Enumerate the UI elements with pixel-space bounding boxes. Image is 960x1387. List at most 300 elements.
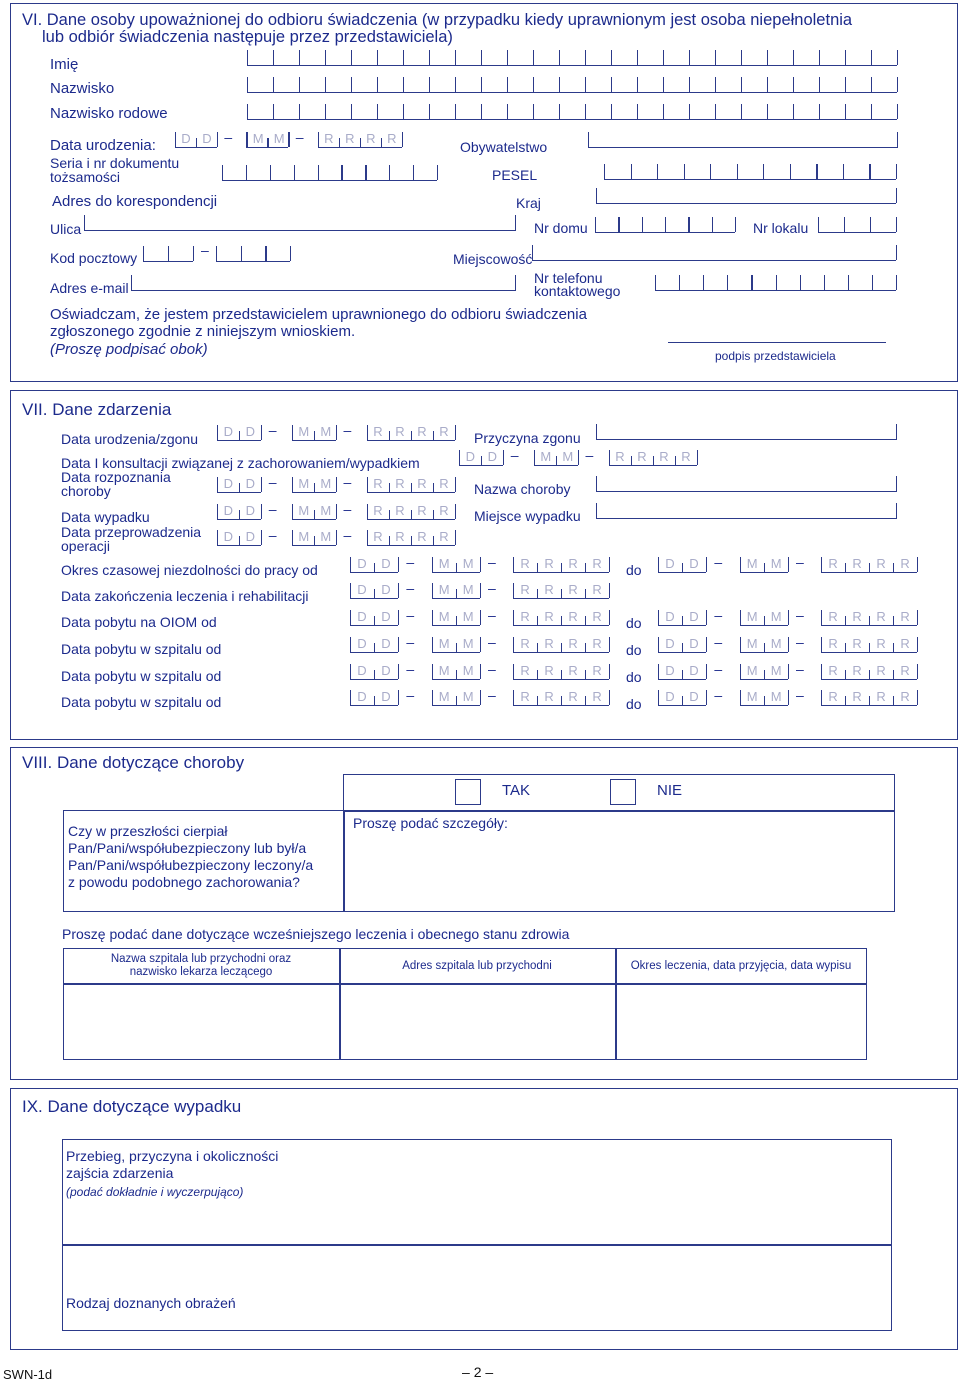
date-placeholder-char: D bbox=[689, 689, 699, 704]
comb-tick bbox=[793, 104, 794, 119]
date-placeholder-char: M bbox=[746, 609, 758, 624]
date-placeholder-char: R bbox=[544, 636, 554, 651]
comb-tick bbox=[824, 275, 825, 290]
page-number-value: 2 bbox=[473, 1364, 482, 1380]
comb-tick bbox=[871, 77, 872, 92]
comb-tick bbox=[848, 275, 849, 290]
comb-tick bbox=[845, 104, 846, 119]
date-placeholder-char: M bbox=[462, 556, 474, 571]
date-comb bbox=[350, 690, 398, 706]
date-placeholder-char: R bbox=[592, 582, 602, 597]
comb-tick bbox=[767, 77, 768, 92]
date-comb bbox=[459, 450, 503, 466]
comb-tick bbox=[715, 50, 716, 65]
date-comb bbox=[821, 664, 917, 680]
hospital-2-to-label: do bbox=[626, 669, 642, 685]
comb-tick bbox=[897, 104, 898, 119]
date-placeholder-char: M bbox=[438, 609, 450, 624]
comb-tick bbox=[631, 164, 632, 179]
date-placeholder-char: M bbox=[298, 503, 310, 518]
comb-tick bbox=[741, 77, 742, 92]
date-comb bbox=[367, 425, 455, 441]
date-placeholder-char: D bbox=[357, 689, 367, 704]
date-comb bbox=[821, 557, 917, 573]
date-placeholder-char: R bbox=[568, 556, 578, 571]
comb-tick bbox=[247, 50, 248, 65]
comb-tick bbox=[790, 164, 791, 179]
date-comb bbox=[432, 610, 480, 626]
date-placeholder-char: R bbox=[852, 609, 862, 624]
diagnosis-label-cont: choroby bbox=[61, 483, 111, 499]
date-placeholder-char: D bbox=[665, 689, 675, 704]
date-placeholder-char: D bbox=[202, 131, 212, 146]
comb-tick bbox=[299, 50, 300, 65]
comb-tick bbox=[481, 50, 482, 65]
comb-tick bbox=[735, 217, 736, 232]
incapacity-to-label: do bbox=[626, 562, 642, 578]
col-hospital-name-line1: Nazwa szpitala lub przychodni oraz bbox=[110, 953, 292, 965]
flat-no-label: Nr lokalu bbox=[753, 220, 809, 236]
id-doc-label: Seria i nr dokumentu bbox=[50, 155, 180, 171]
date-comb bbox=[513, 664, 609, 680]
date-placeholder-char: M bbox=[298, 424, 310, 439]
comb-tick bbox=[689, 77, 690, 92]
date-placeholder-char: D bbox=[357, 556, 367, 571]
date-placeholder-char: R bbox=[439, 503, 449, 518]
comb-tick bbox=[896, 275, 897, 290]
date-placeholder-char: D bbox=[357, 582, 367, 597]
injuries-box[interactable] bbox=[62, 1244, 892, 1331]
comb-tick bbox=[710, 164, 711, 179]
phone-label: Nr telefonu bbox=[534, 270, 603, 286]
comb-tick bbox=[844, 217, 845, 232]
date-comb bbox=[658, 637, 706, 653]
postal-code-part1[interactable] bbox=[143, 246, 193, 262]
comb-tick bbox=[341, 165, 342, 180]
comb-tick bbox=[351, 50, 352, 65]
date-placeholder-char: R bbox=[900, 636, 910, 651]
comb-tick bbox=[585, 104, 586, 119]
disease-name-field[interactable] bbox=[596, 491, 897, 492]
date-comb bbox=[350, 610, 398, 626]
comb-tick bbox=[403, 77, 404, 92]
question-line-4: z powodu podobnego zachorowania? bbox=[68, 874, 300, 890]
comb-tick bbox=[684, 164, 685, 179]
date-placeholder-char: R bbox=[395, 424, 405, 439]
date-comb bbox=[175, 132, 217, 148]
comb-tick bbox=[604, 164, 605, 179]
date-placeholder-char: R bbox=[373, 424, 383, 439]
date-separator: – bbox=[343, 474, 352, 490]
hospital-1-to-label: do bbox=[626, 642, 642, 658]
comb-tick bbox=[611, 50, 612, 65]
icu-label: Data pobytu na OIOM od bbox=[61, 614, 217, 630]
date-placeholder-char: M bbox=[438, 689, 450, 704]
date-placeholder-char: R bbox=[544, 663, 554, 678]
page-dash-right: – bbox=[485, 1364, 494, 1380]
no-checkbox[interactable] bbox=[610, 779, 636, 805]
date-placeholder-char: D bbox=[381, 556, 391, 571]
death-cause-field[interactable] bbox=[596, 439, 897, 440]
date-separator: – bbox=[796, 607, 804, 623]
table-cell-1[interactable] bbox=[65, 986, 337, 1058]
date-placeholder-char: M bbox=[770, 609, 782, 624]
date-placeholder-char: R bbox=[659, 449, 669, 464]
date-placeholder-char: R bbox=[520, 663, 530, 678]
date-placeholder-char: M bbox=[562, 449, 574, 464]
comb-tick bbox=[351, 77, 352, 92]
comb-tick bbox=[870, 217, 871, 232]
date-placeholder-char: M bbox=[746, 636, 758, 651]
house-no-label: Nr domu bbox=[534, 220, 588, 236]
date-placeholder-char: R bbox=[592, 663, 602, 678]
comb-tick bbox=[507, 50, 508, 65]
date-separator: – bbox=[268, 474, 277, 490]
date-placeholder-char: R bbox=[828, 636, 838, 651]
form-code: SWN-1d bbox=[3, 1367, 53, 1382]
date-placeholder-char: R bbox=[324, 131, 334, 146]
phone-field[interactable] bbox=[655, 275, 896, 291]
comb-tick bbox=[793, 77, 794, 92]
comb-tick bbox=[611, 77, 612, 92]
date-separator: – bbox=[714, 554, 723, 570]
date-placeholder-char: R bbox=[568, 582, 578, 597]
date-placeholder-char: R bbox=[615, 449, 625, 464]
date-placeholder-char: D bbox=[245, 529, 255, 544]
comb-tick bbox=[611, 104, 612, 119]
accident-place-field[interactable] bbox=[596, 518, 897, 519]
yes-label: TAK bbox=[502, 782, 531, 799]
date-comb bbox=[658, 557, 706, 573]
comb-tick bbox=[816, 164, 817, 179]
comb-tick bbox=[595, 217, 596, 232]
date-placeholder-char: D bbox=[357, 636, 367, 651]
date-placeholder-char: R bbox=[568, 609, 578, 624]
date-placeholder-char: M bbox=[462, 689, 474, 704]
date-placeholder-char: R bbox=[876, 556, 886, 571]
date-comb bbox=[821, 610, 917, 626]
date-placeholder-char: M bbox=[252, 131, 264, 146]
comb-tick bbox=[143, 246, 144, 261]
comb-tick bbox=[585, 50, 586, 65]
comb-tick bbox=[413, 165, 414, 180]
date-placeholder-char: R bbox=[876, 636, 886, 651]
last-name-field[interactable] bbox=[247, 77, 897, 93]
comb-tick bbox=[377, 50, 378, 65]
date-placeholder-char: R bbox=[852, 636, 862, 651]
col-treatment-period: Okres leczenia, data przyjęcia, data wypisu bbox=[630, 960, 852, 972]
yes-checkbox[interactable] bbox=[455, 779, 481, 805]
date-placeholder-char: M bbox=[273, 131, 285, 146]
date-placeholder-char: D bbox=[245, 476, 255, 491]
comb-tick bbox=[800, 275, 801, 290]
date-placeholder-char: D bbox=[381, 582, 391, 597]
country-field[interactable] bbox=[596, 203, 896, 204]
comb-tick bbox=[265, 246, 266, 261]
date-comb bbox=[217, 504, 261, 520]
email-field[interactable] bbox=[131, 290, 516, 291]
date-comb bbox=[292, 504, 336, 520]
date-separator: – bbox=[585, 447, 594, 463]
date-comb bbox=[432, 637, 480, 653]
comb-tick bbox=[663, 104, 664, 119]
accident-place-label: Miejsce wypadku bbox=[474, 508, 581, 524]
comb-tick bbox=[559, 104, 560, 119]
comb-tick bbox=[222, 165, 223, 180]
question-line-1: Czy w przeszłości cierpiał bbox=[68, 823, 228, 839]
birth-name-field[interactable] bbox=[247, 104, 897, 120]
date-comb bbox=[658, 690, 706, 706]
comb-tick bbox=[247, 104, 248, 119]
comb-tick bbox=[273, 50, 274, 65]
comb-tick bbox=[365, 165, 366, 180]
comb-tick bbox=[715, 77, 716, 92]
comb-tick bbox=[325, 104, 326, 119]
comb-tick bbox=[429, 104, 430, 119]
date-placeholder-char: R bbox=[520, 636, 530, 651]
details-label: Proszę podać szczegóły: bbox=[353, 815, 508, 831]
date-placeholder-char: R bbox=[439, 529, 449, 544]
date-separator: – bbox=[714, 687, 723, 703]
date-placeholder-char: R bbox=[852, 689, 862, 704]
date-placeholder-char: D bbox=[357, 663, 367, 678]
date-placeholder-char: R bbox=[592, 636, 602, 651]
comb-tick bbox=[325, 77, 326, 92]
date-placeholder-char: R bbox=[395, 529, 405, 544]
comb-tick bbox=[273, 77, 274, 92]
date-comb bbox=[513, 557, 609, 573]
date-comb bbox=[740, 664, 788, 680]
page-dash-left: – bbox=[462, 1364, 470, 1380]
comb-tick bbox=[533, 104, 534, 119]
comb-tick bbox=[657, 164, 658, 179]
question-line-2: Pan/Pani/współubezpieczony lub był/a bbox=[68, 840, 307, 856]
date-placeholder-char: R bbox=[373, 529, 383, 544]
date-placeholder-char: R bbox=[852, 663, 862, 678]
date-comb bbox=[350, 664, 398, 680]
date-separator: – bbox=[488, 634, 496, 650]
comb-tick bbox=[533, 77, 534, 92]
date-placeholder-char: R bbox=[520, 609, 530, 624]
date-comb bbox=[292, 477, 336, 493]
date-comb bbox=[740, 690, 788, 706]
comb-tick bbox=[294, 165, 295, 180]
hospital-2-label: Data pobytu w szpitalu od bbox=[61, 668, 222, 684]
comb-tick bbox=[299, 104, 300, 119]
section-6-title-cont: lub odbiór świadczenia następuje przez przedstawiciela) bbox=[42, 28, 453, 46]
comb-tick bbox=[872, 275, 873, 290]
date-comb bbox=[217, 530, 261, 546]
date-placeholder-char: R bbox=[828, 609, 838, 624]
comb-tick bbox=[559, 77, 560, 92]
icu-to-label: do bbox=[626, 615, 642, 631]
no-label: NIE bbox=[657, 782, 683, 799]
comb-tick bbox=[377, 104, 378, 119]
date-placeholder-char: R bbox=[417, 529, 427, 544]
comb-tick bbox=[818, 217, 819, 232]
section-7-title: VII. Dane zdarzenia bbox=[22, 400, 172, 419]
comb-tick bbox=[247, 77, 248, 92]
disease-name-label: Nazwa choroby bbox=[474, 481, 571, 497]
date-placeholder-char: R bbox=[395, 503, 405, 518]
date-placeholder-char: D bbox=[665, 609, 675, 624]
date-comb bbox=[432, 690, 480, 706]
comb-tick bbox=[618, 217, 619, 232]
date-placeholder-char: R bbox=[876, 663, 886, 678]
country-label: Kraj bbox=[516, 195, 541, 211]
date-comb bbox=[246, 132, 288, 148]
pesel-field[interactable] bbox=[604, 164, 896, 180]
date-separator: – bbox=[295, 129, 304, 145]
date-comb bbox=[292, 425, 336, 441]
date-placeholder-char: M bbox=[462, 609, 474, 624]
accident-course-label: Przebieg, przyczyna i okoliczności bbox=[66, 1148, 279, 1164]
date-placeholder-char: M bbox=[320, 503, 332, 518]
date-separator: – bbox=[488, 661, 496, 677]
birth-name-label: Nazwisko rodowe bbox=[50, 105, 168, 122]
date-placeholder-char: R bbox=[637, 449, 647, 464]
comb-tick bbox=[637, 50, 638, 65]
date-separator: – bbox=[343, 501, 352, 517]
street-label: Ulica bbox=[50, 221, 82, 237]
comb-tick bbox=[403, 104, 404, 119]
date-placeholder-char: D bbox=[487, 449, 497, 464]
col-hospital-address: Adres szpitala lub przychodni bbox=[402, 960, 552, 972]
comb-tick bbox=[896, 217, 897, 232]
date-comb bbox=[534, 450, 578, 466]
hospital-3-to-label: do bbox=[626, 696, 642, 712]
comb-tick bbox=[897, 50, 898, 65]
date-placeholder-char: R bbox=[592, 689, 602, 704]
date-comb bbox=[658, 610, 706, 626]
date-placeholder-char: R bbox=[876, 689, 886, 704]
date-separator: – bbox=[796, 661, 804, 677]
page-number bbox=[462, 1364, 493, 1380]
statement-text: Oświadczam, że jestem przedstawicielem uprawnionego do odbioru świadczenia bbox=[50, 306, 587, 323]
comb-tick bbox=[273, 104, 274, 119]
first-name-field[interactable] bbox=[247, 50, 897, 66]
date-placeholder-char: D bbox=[223, 529, 233, 544]
house-no-field[interactable] bbox=[595, 217, 735, 233]
date-placeholder-char: R bbox=[900, 689, 910, 704]
date-placeholder-char: R bbox=[852, 556, 862, 571]
date-placeholder-char: R bbox=[439, 476, 449, 491]
comb-tick bbox=[318, 165, 319, 180]
comb-tick bbox=[455, 77, 456, 92]
date-placeholder-char: D bbox=[381, 663, 391, 678]
date-placeholder-char: M bbox=[746, 689, 758, 704]
comb-tick bbox=[793, 50, 794, 65]
date-placeholder-char: R bbox=[828, 556, 838, 571]
comb-tick bbox=[663, 77, 664, 92]
date-comb bbox=[740, 637, 788, 653]
date-placeholder-char: R bbox=[520, 582, 530, 597]
comb-tick bbox=[655, 275, 656, 290]
comb-tick bbox=[429, 77, 430, 92]
section-6-title: VI. Dane osoby upoważnionej do odbioru świadczenia (w przypadku kiedy uprawnionym jest osoba niepełnoletnia bbox=[22, 11, 853, 29]
date-separator: – bbox=[343, 422, 352, 438]
date-comb bbox=[658, 664, 706, 680]
table-cell-2[interactable] bbox=[341, 986, 613, 1058]
date-placeholder-char: D bbox=[689, 556, 699, 571]
table-cell-3[interactable] bbox=[617, 986, 865, 1058]
date-placeholder-char: M bbox=[770, 663, 782, 678]
comb-tick bbox=[507, 77, 508, 92]
date-comb bbox=[609, 450, 697, 466]
postal-code-part2[interactable] bbox=[216, 246, 290, 262]
date-placeholder-char: R bbox=[439, 424, 449, 439]
date-placeholder-char: M bbox=[462, 663, 474, 678]
date-comb bbox=[367, 477, 455, 493]
birth-date-label: Data urodzenia: bbox=[50, 137, 156, 154]
signature-line[interactable] bbox=[668, 342, 886, 343]
date-placeholder-char: D bbox=[689, 609, 699, 624]
comb-tick bbox=[455, 50, 456, 65]
comb-tick bbox=[663, 50, 664, 65]
comb-tick bbox=[299, 77, 300, 92]
accident-date-label: Data wypadku bbox=[61, 509, 150, 525]
date-placeholder-char: D bbox=[223, 503, 233, 518]
comb-tick bbox=[741, 104, 742, 119]
date-placeholder-char: R bbox=[520, 689, 530, 704]
date-placeholder-char: R bbox=[417, 476, 427, 491]
street-field[interactable] bbox=[84, 230, 516, 231]
death-cause-label: Przyczyna zgonu bbox=[474, 430, 581, 446]
date-placeholder-char: D bbox=[665, 556, 675, 571]
date-separator: – bbox=[796, 554, 804, 570]
date-placeholder-char: R bbox=[417, 503, 427, 518]
date-placeholder-char: M bbox=[298, 529, 310, 544]
date-placeholder-char: M bbox=[320, 424, 332, 439]
date-placeholder-char: R bbox=[900, 556, 910, 571]
date-separator: – bbox=[510, 447, 519, 463]
date-placeholder-char: M bbox=[438, 636, 450, 651]
date-separator: – bbox=[224, 129, 233, 145]
date-comb bbox=[350, 583, 398, 599]
comb-tick bbox=[688, 217, 689, 232]
comb-tick bbox=[246, 165, 247, 180]
id-doc-field[interactable] bbox=[222, 165, 437, 181]
address-title: Adres do korespondencji bbox=[52, 193, 218, 210]
date-comb bbox=[217, 425, 261, 441]
date-placeholder-char: R bbox=[544, 582, 554, 597]
date-placeholder-char: R bbox=[568, 663, 578, 678]
flat-no-field[interactable] bbox=[818, 217, 896, 233]
date-placeholder-char: M bbox=[746, 663, 758, 678]
citizenship-field[interactable] bbox=[588, 147, 898, 148]
date-comb bbox=[513, 583, 609, 599]
date-placeholder-char: R bbox=[520, 556, 530, 571]
comb-tick bbox=[507, 104, 508, 119]
city-field[interactable] bbox=[532, 260, 896, 261]
date-comb bbox=[740, 557, 788, 573]
date-separator: – bbox=[406, 661, 415, 677]
date-placeholder-char: M bbox=[746, 556, 758, 571]
comb-tick bbox=[727, 275, 728, 290]
comb-tick bbox=[455, 104, 456, 119]
date-placeholder-char: R bbox=[366, 131, 376, 146]
date-placeholder-char: R bbox=[592, 556, 602, 571]
date-comb bbox=[217, 477, 261, 493]
treatment-end-label: Data zakończenia leczenia i rehabilitacji bbox=[61, 588, 309, 604]
date-separator: – bbox=[796, 634, 804, 650]
date-placeholder-char: R bbox=[681, 449, 691, 464]
comb-tick bbox=[533, 50, 534, 65]
date-separator: – bbox=[268, 527, 277, 543]
comb-tick bbox=[241, 246, 242, 261]
date-comb bbox=[350, 557, 398, 573]
comb-tick bbox=[896, 164, 897, 179]
